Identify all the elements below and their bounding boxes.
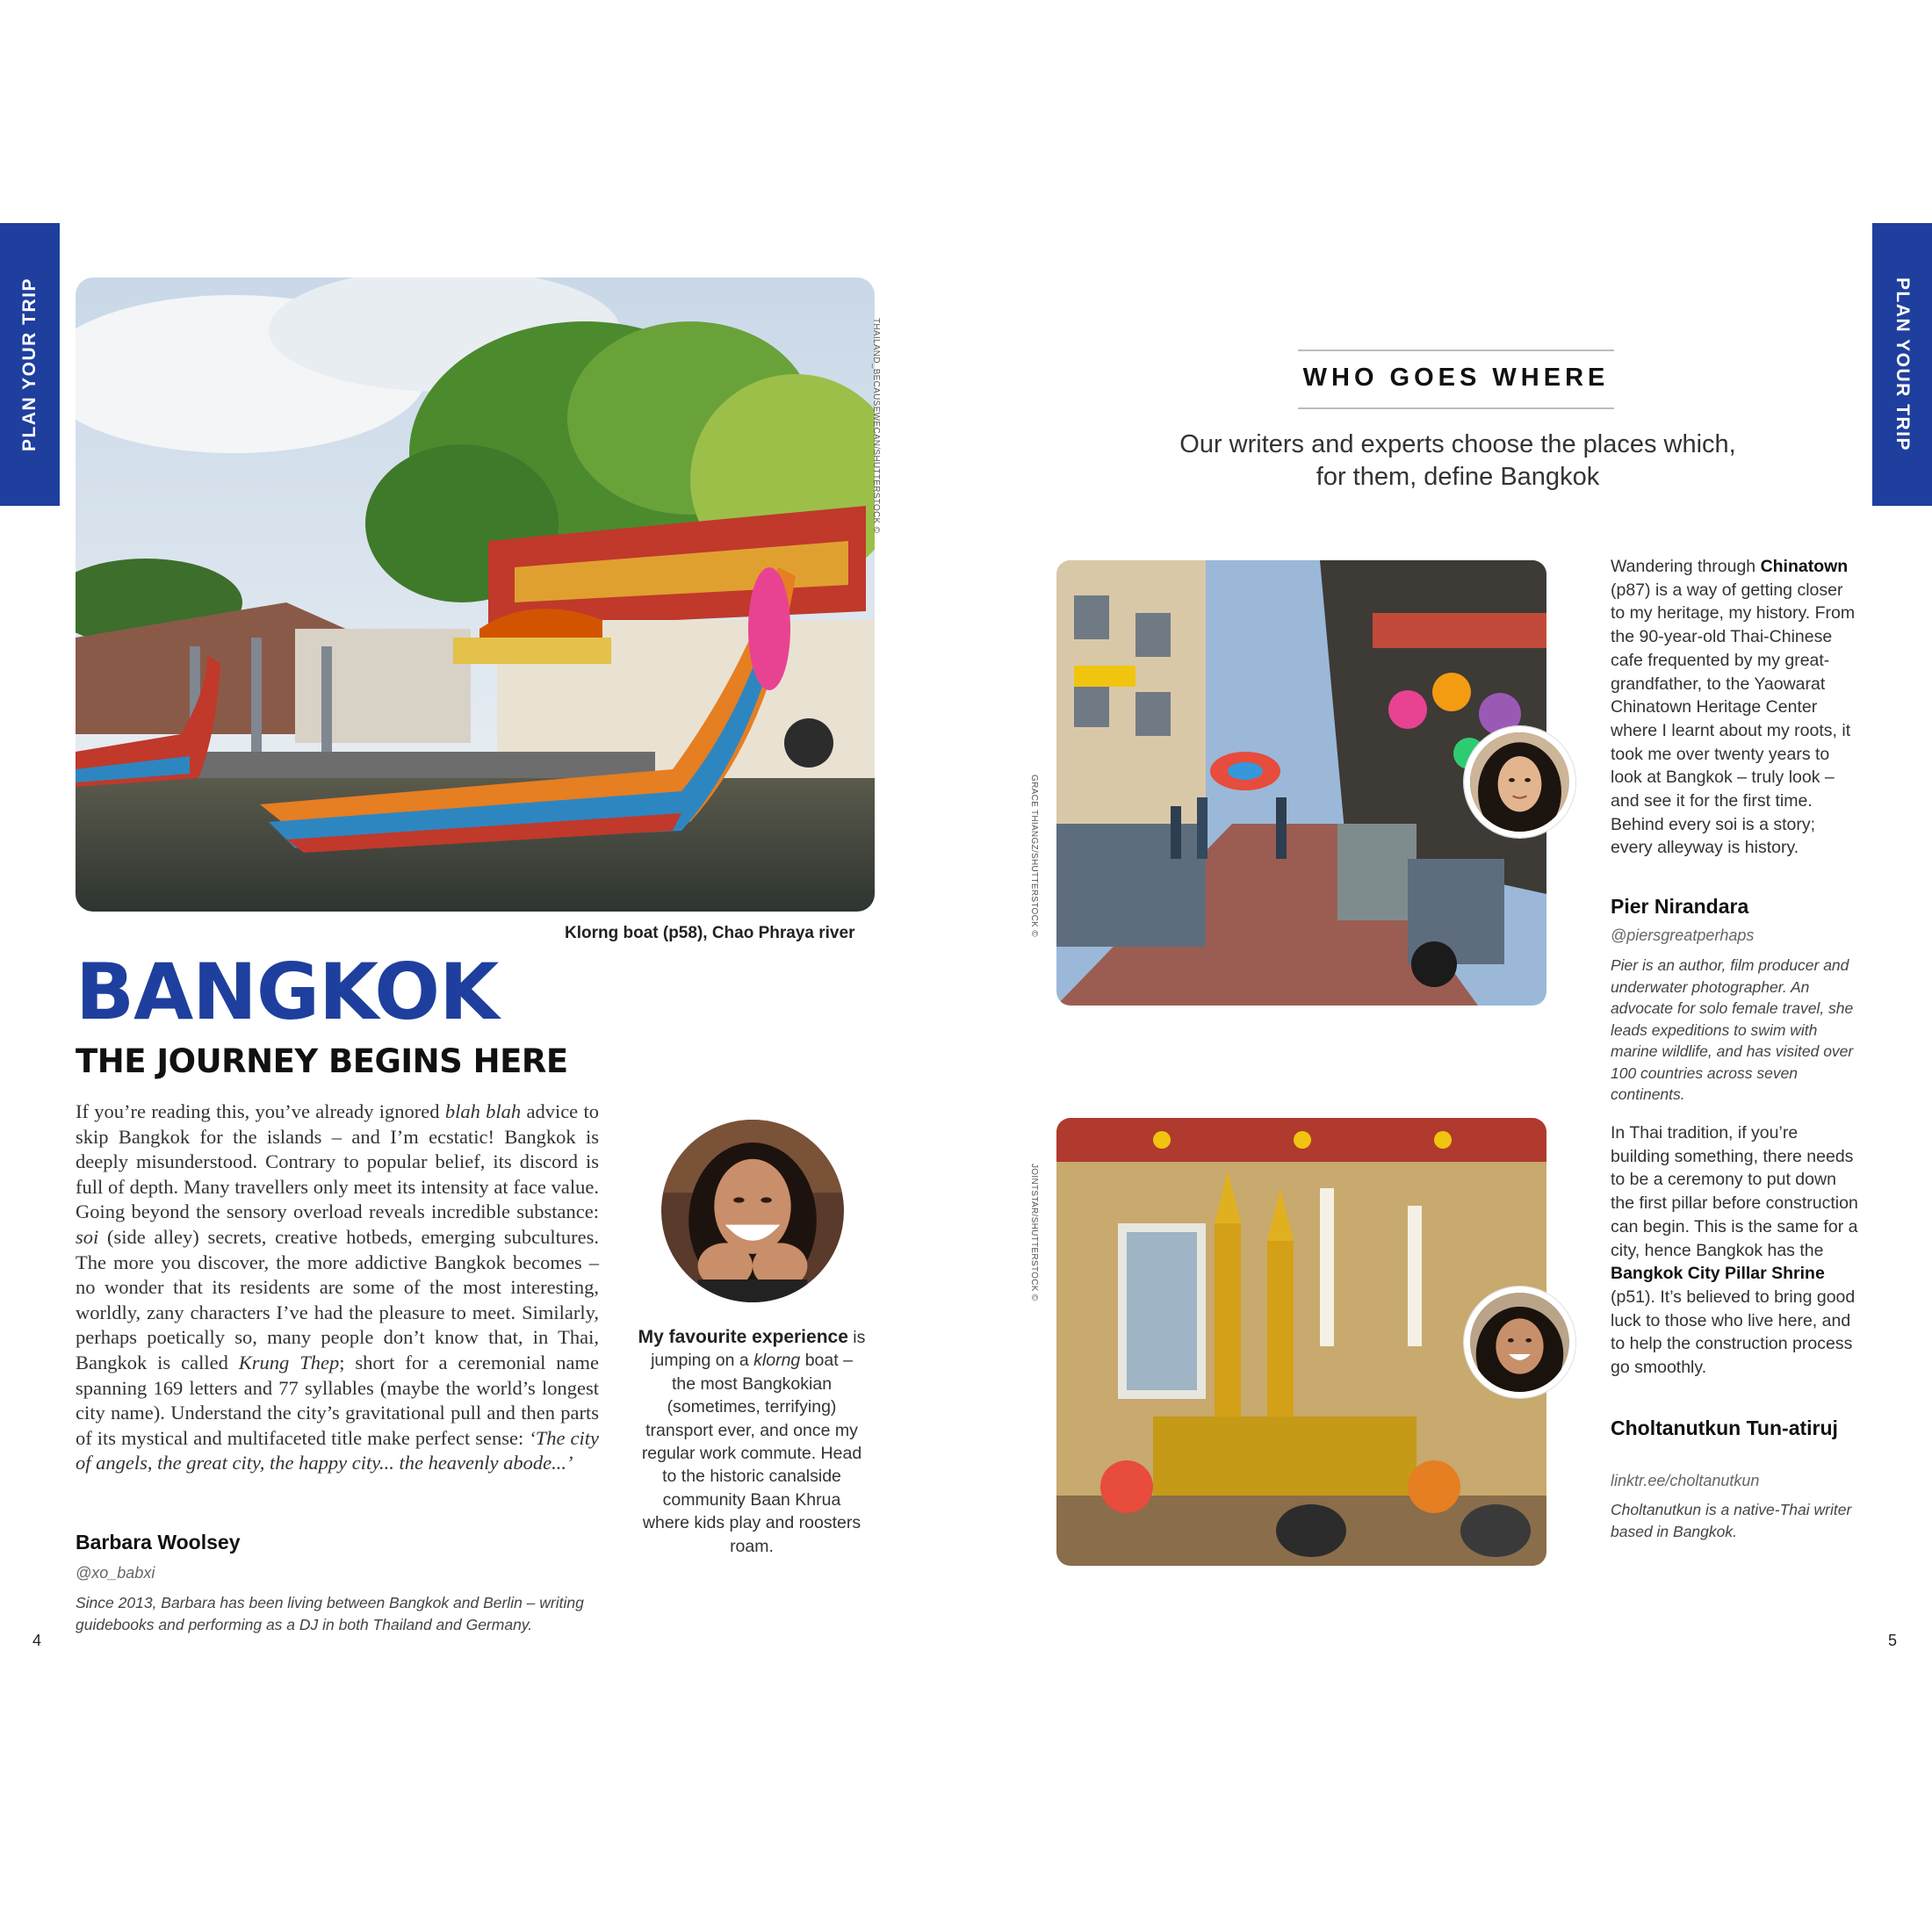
author-handle: @xo_babxi (76, 1564, 155, 1582)
story-text: (p51). It’s believed to bring good luck to those who live here, and to help the construction process go smoothly. (1611, 1287, 1856, 1378)
section-subheading: Our writers and experts choose the places which, for them, define Bangkok (1179, 430, 1736, 491)
intro-text (76, 1099, 599, 1476)
author-bio: Pier is an author, film producer and underwater photographer. An advocate for solo female travel, she leads expeditions to swim with marine wildlife, and has visited over 100 countries across seven continents. (1611, 956, 1854, 1103)
story-text: In Thai tradition, if you’re building something, there needs to be a ceremony to put down the first pillar before construction can begin. This is the same for a city, hence Bangkok has the (1611, 1123, 1858, 1260)
story-text: Wandering through (1611, 557, 1761, 576)
intro-emphasis: blah blah (444, 1100, 522, 1122)
story-place: Chinatown (1760, 557, 1849, 576)
section-tab-left (0, 223, 60, 506)
photo-caption: Klorng boat (p58), Chao Phraya river (565, 924, 855, 942)
page-title: BANGKOK (76, 947, 499, 1037)
header-rule-top (1298, 350, 1614, 351)
intro-text-part: ; short for a ceremonial name spanning 169 letters and 77 syllables (maybe the world’s longest city name). Understand the city’s gravitational pull and then parts of its mystical and multifaceted title make perfect sense: (76, 1351, 600, 1449)
author-handle: linktr.ee/choltanutkun (1611, 1472, 1760, 1489)
pier-portrait (1464, 726, 1575, 838)
section-tab-label: PLAN YOUR TRIP (19, 278, 40, 451)
section-heading: WHO GOES WHERE (1302, 364, 1610, 392)
story-city-pillar (1611, 1121, 1858, 1380)
author-portrait (661, 1120, 844, 1302)
author-name: Pier Nirandara (1611, 895, 1749, 918)
author-name: Barbara Woolsey (76, 1531, 241, 1554)
intro-emphasis: ‘The city of angels, the great city, the happy city... the heavenly abode...’ (76, 1426, 599, 1474)
intro-text-part: If you’re reading this, you’ve already ignored (76, 1100, 445, 1122)
story-chinatown (1611, 555, 1858, 860)
intro-text-part: advice to skip Bangkok for the islands – and I’m ecstatic! Bangkok is deeply misunderstood. Contrary to popular belief, its discord is full of depth. Many travellers only meet its intensity at face value. Going beyond the sensory overload reveals incredible substance: (76, 1100, 599, 1223)
favourite-experience (638, 1326, 866, 1558)
intro-emphasis: Krung Thep (238, 1351, 340, 1373)
favourite-heading: My favourite experience (638, 1327, 848, 1347)
section-tab-label: PLAN YOUR TRIP (1892, 278, 1913, 451)
story-place: Bangkok City Pillar Shrine (1611, 1264, 1825, 1284)
intro-emphasis: soi (76, 1225, 99, 1248)
page-number-left: 4 (32, 1632, 42, 1649)
author-bio: Choltanutkun is a native-Thai writer based in Bangkok. (1611, 1501, 1852, 1540)
intro-text-part: (side alley) secrets, creative hotbeds, emerging subcultures. The more you discover, the more addictive Bangkok becomes – no wonder that its residents are some of the most interesting, worldly, zany characters I’ve had the pleasure to meet. Similarly, perhaps poetically so, many people don’t know that, in Thai, Bangkok is called (76, 1225, 599, 1373)
author-bio: Since 2013, Barbara has been living between Bangkok and Berlin – writing guidebooks and performing as a DJ in both Thailand and Germany. (76, 1594, 584, 1633)
author-handle: @piersgreatperhaps (1611, 926, 1755, 944)
klorng-boat-photo (76, 278, 875, 912)
story-text: (p87) is a way of getting closer to my heritage, my history. From the 90-year-old Thai-Chinese cafe frequented by my great-grandfather, to the Yaowarat Chinatown Heritage Center where I learnt about my roots, it took me over twenty years to look at Bangkok – truly look – and see it for the first time. Behind every soi is a story; every alleyway is history. (1611, 580, 1856, 858)
photo-credit: GRACE THIANGZ/SHUTTERSTOCK © (1029, 775, 1039, 937)
section-tab-right (1872, 223, 1932, 506)
author-name: Choltanutkun Tun-atiruj (1611, 1417, 1838, 1439)
favourite-text: boat – the most Bangkokian (sometimes, terrifying) transport ever, and once my regular work commute. Head to the historic canalside community Baan Khrua where kids play and roosters roam. (641, 1351, 862, 1556)
page-number-right: 5 (1888, 1632, 1898, 1649)
favourite-emphasis: klorng (753, 1351, 801, 1371)
choltanutkun-portrait (1464, 1287, 1575, 1398)
photo-credit: JOINTSTAR/SHUTTERSTOCK © (1029, 1164, 1039, 1301)
header-rule-bottom (1298, 407, 1614, 409)
photo-credit: THAILAND_BECAUSEWECAN/SHUTTERSTOCK © (871, 318, 881, 534)
page-subtitle: THE JOURNEY BEGINS HERE (76, 1042, 568, 1080)
favourite-text: is jumping on a (651, 1328, 866, 1371)
